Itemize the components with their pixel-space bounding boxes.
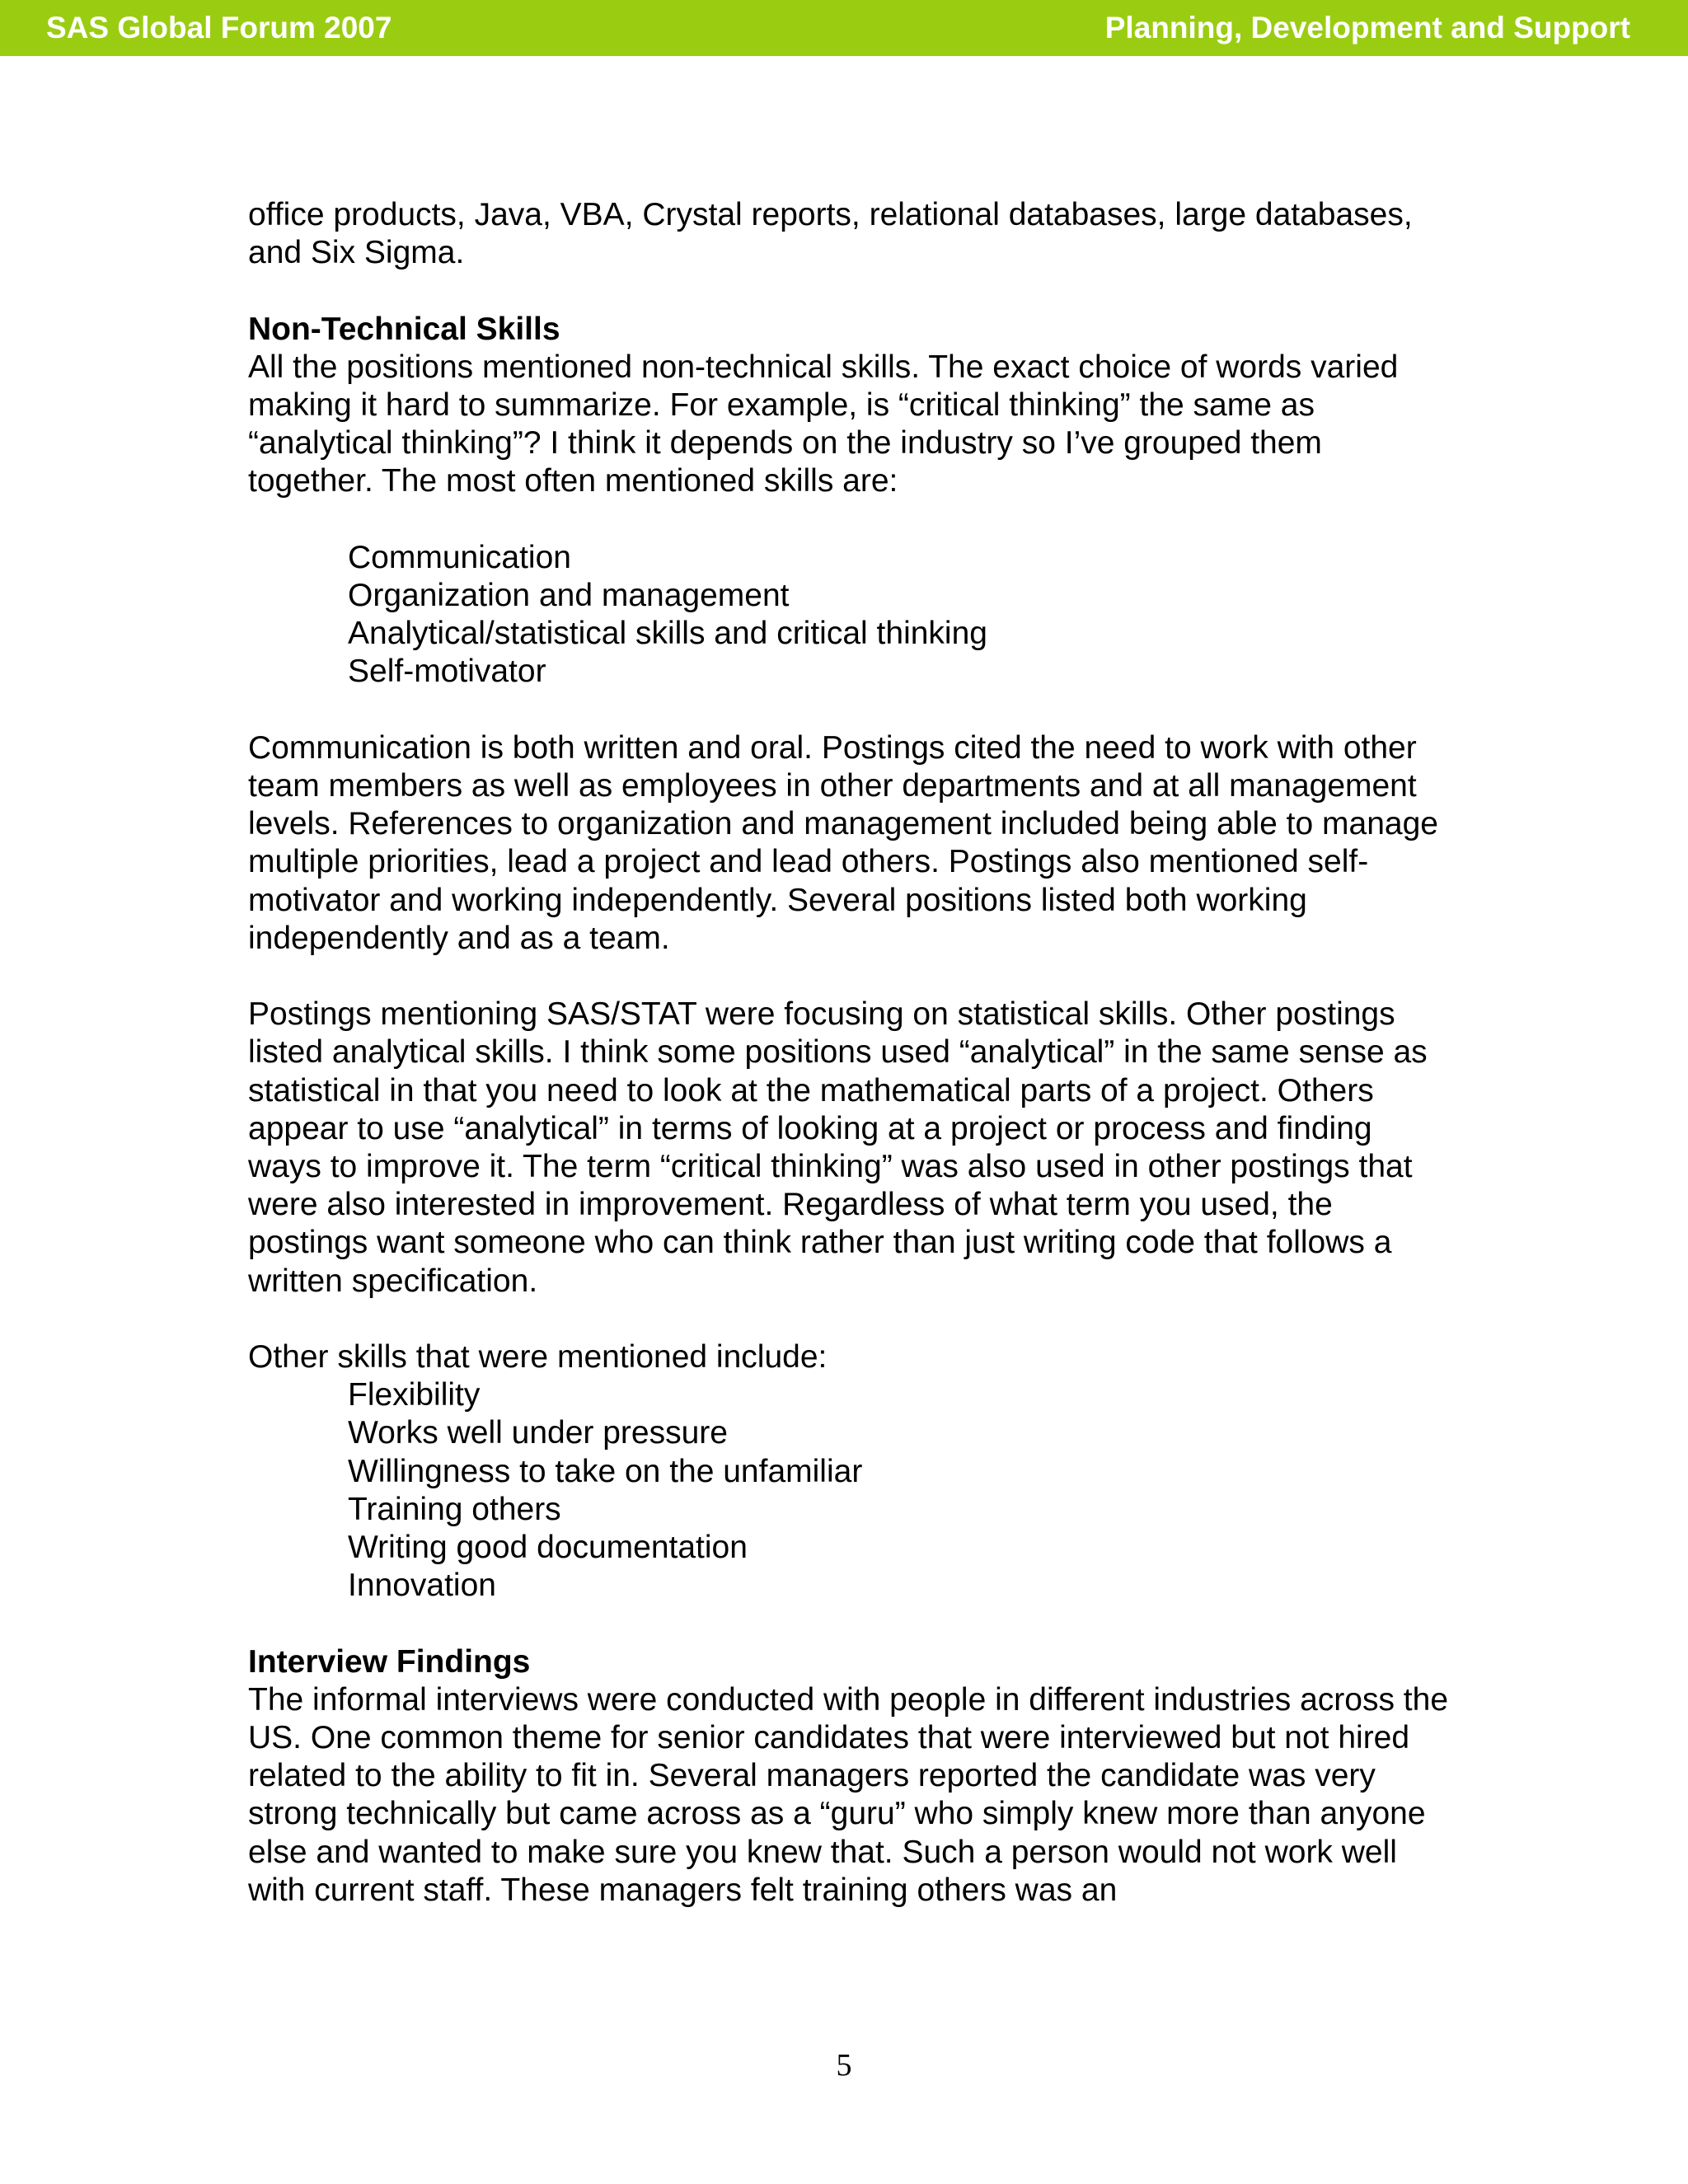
intro-paragraph: office products, Java, VBA, Crystal reports, relational databases, large databases, and Six Sigma. <box>248 197 1413 271</box>
list-item: Willingness to take on the unfamiliar <box>348 1453 863 1489</box>
list-item: Flexibility <box>348 1377 481 1413</box>
page-header <box>0 0 1688 56</box>
page-number: 5 <box>836 2048 852 2083</box>
other-skills-list <box>248 1376 1451 1605</box>
list-item: Analytical/statistical skills and critical thinking <box>348 616 987 652</box>
section-title: Planning, Development and Support <box>1104 11 1630 45</box>
communication-paragraph: Communication is both written and oral. Postings cited the need to work with other team members as well as employees in other departments and at all management levels. References to organization and management included being able to manage multiple priorities, lead a project and lead others. Postings also mentioned self-motivator and working independently. Several positions listed both working independently and as a team. <box>248 729 1438 956</box>
list-item: Works well under pressure <box>348 1415 728 1451</box>
list-item: Self-motivator <box>348 654 546 690</box>
list-item: Communication <box>348 539 571 575</box>
interview-heading: Interview Findings <box>248 1643 531 1680</box>
list-item: Organization and management <box>348 578 790 613</box>
list-item: Innovation <box>348 1568 496 1604</box>
non-technical-paragraph: All the positions mentioned non-technical skills. The exact choice of words varied making it hard to summarize. For example, is “critical thinking” the same as “analytical thinking”? I think it depends on the industry so I’ve grouped them together. The most often mentioned skills are: <box>248 349 1399 499</box>
document-body <box>248 196 1451 1947</box>
interview-paragraph: The informal interviews were conducted with people in different industries across the US. One common theme for senior candidates that were interviewed but not hired related to the ability to fit in. Several managers reported the candidate was very strong technically but came across as a “guru” who simply knew more than anyone else and wanted to make sure you knew that. Such a person would not work well with current staff. These managers felt training others was an <box>248 1681 1449 1908</box>
other-skills-intro: Other skills that were mentioned include: <box>248 1339 828 1376</box>
skills-list <box>248 539 1451 691</box>
list-item: Training others <box>348 1491 561 1527</box>
statistical-paragraph: Postings mentioning SAS/STAT were focusing on statistical skills. Other postings listed analytical skills. I think some positions used “analytical” in the same sense as statistical in that you need to look at the mathematical parts of a project. Others appear to use “analytical” in terms of looking at a project or process and finding ways to improve it. The term “critical thinking” was also used in other postings that were also interested in improvement. Regardless of what term you used, the postings want someone who can think rather than just writing code that follows a written specification. <box>248 996 1428 1299</box>
conference-title: SAS Global Forum 2007 <box>46 11 392 45</box>
non-technical-heading: Non-Technical Skills <box>248 311 560 347</box>
list-item: Writing good documentation <box>348 1530 748 1566</box>
